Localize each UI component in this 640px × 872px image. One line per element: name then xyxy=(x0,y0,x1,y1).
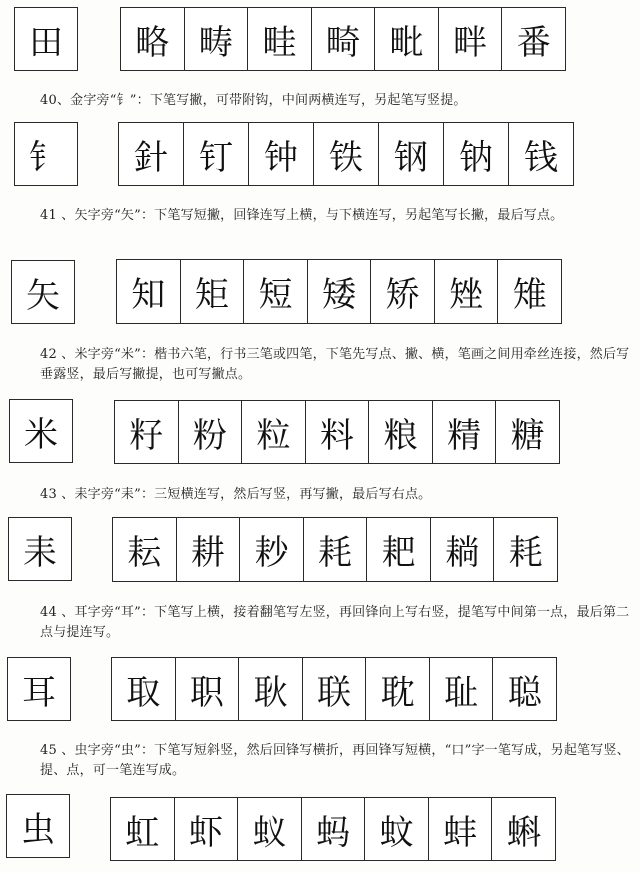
char-cell: 聪 xyxy=(507,672,542,713)
section-41-description xyxy=(6,206,636,226)
char-cell: 钱 xyxy=(524,137,558,178)
char-cell: 耖 xyxy=(240,518,304,581)
description-text: 43 、耒字旁“耒”：三短横连写，然后写竖，再写撇，最后写右点。 xyxy=(40,487,432,502)
char-cell: 略 xyxy=(121,8,185,70)
description-text: 42 、米字旁“米”：楷书六笔，行书三笔或四笔，下笔先写点、撇、横，笔画之间用牵丝连接，然后写垂露竖，最后写撇提，也可写撇点。 xyxy=(40,347,630,382)
char-cell: 耗 xyxy=(508,533,543,573)
char-cell: 毗 xyxy=(375,8,439,70)
radical-box-shi xyxy=(11,260,75,324)
char-cell: 耥 xyxy=(431,518,495,581)
char-cell: 钢 xyxy=(379,123,444,185)
char-cell: 籽 xyxy=(115,401,179,463)
char-cell: 钟 xyxy=(249,123,314,185)
section-42-description xyxy=(6,345,636,385)
char-cell: 矫 xyxy=(371,260,435,323)
radical-box-lei xyxy=(8,517,72,581)
char-cell: 精 xyxy=(433,401,497,463)
char-cell: 联 xyxy=(303,658,367,720)
section-45-description xyxy=(6,741,636,781)
char-cell: 蚊 xyxy=(365,798,429,860)
char-cell: 耕 xyxy=(177,518,241,581)
char-cell: 耗 xyxy=(304,518,368,581)
description-text: 45 、虫字旁“虫”：下笔写短斜竖，然后回锋写横折，再回锋写短横，“口”字一笔写成，另起笔写竖、提、点，可一笔连写成。 xyxy=(40,743,630,778)
character-strip-tian xyxy=(120,7,566,71)
char-cell: 矩 xyxy=(181,260,245,323)
char-cell: 雉 xyxy=(512,275,547,315)
char-cell: 耙 xyxy=(367,518,431,581)
character-strip-lei xyxy=(112,517,558,582)
section-40-description xyxy=(6,91,636,111)
char-cell: 粒 xyxy=(242,401,306,463)
radical-char: 钅 xyxy=(29,137,63,178)
char-cell: 蚌 xyxy=(429,798,493,860)
char-cell: 取 xyxy=(112,658,176,720)
char-cell: 番 xyxy=(516,22,551,63)
radical-box-tian xyxy=(14,7,78,71)
description-text: 41 、矢字旁“矢”：下笔写短撇，回锋连写上横，与下横连写，另起笔写长撇，最后写点。 xyxy=(40,208,564,223)
char-cell: 矮 xyxy=(308,260,372,323)
character-strip-er xyxy=(111,657,557,721)
char-cell: 針 xyxy=(119,123,184,185)
char-cell: 粉 xyxy=(179,401,243,463)
char-cell: 短 xyxy=(244,260,308,323)
char-cell: 蚂 xyxy=(302,798,366,860)
radical-char: 耳 xyxy=(22,672,56,713)
radical-box-er xyxy=(7,657,71,721)
char-cell: 畴 xyxy=(185,8,249,70)
char-cell: 钠 xyxy=(444,123,509,185)
char-cell: 职 xyxy=(176,658,240,720)
char-cell: 蝌 xyxy=(506,812,541,853)
char-cell: 矬 xyxy=(435,260,499,323)
section-44-description xyxy=(6,603,636,643)
char-cell: 虾 xyxy=(175,798,239,860)
radical-char: 田 xyxy=(29,22,63,63)
section-43-description xyxy=(6,485,636,505)
char-cell: 耘 xyxy=(113,518,177,581)
char-cell: 蚁 xyxy=(238,798,302,860)
char-cell: 铁 xyxy=(314,123,379,185)
char-cell: 虹 xyxy=(111,798,175,860)
char-cell: 钉 xyxy=(184,123,249,185)
description-text: 44 、耳字旁“耳”：下笔写上横，接着翻笔写左竖，再回锋向上写右竖，提笔写中间第一点，最后第二点与提连写。 xyxy=(40,605,630,640)
radical-char: 矢 xyxy=(26,275,60,316)
radical-box-chong xyxy=(6,794,70,858)
radical-box-jin xyxy=(14,122,78,186)
char-cell: 粮 xyxy=(369,401,433,463)
char-cell: 料 xyxy=(306,401,370,463)
char-cell: 耿 xyxy=(239,658,303,720)
character-strip-jin xyxy=(118,122,574,186)
char-cell: 耻 xyxy=(430,658,494,720)
radical-char: 耒 xyxy=(23,532,57,573)
character-strip-shi xyxy=(116,259,562,324)
radical-char: 虫 xyxy=(21,809,55,850)
radical-box-mi xyxy=(9,399,73,463)
character-strip-chong xyxy=(110,797,556,861)
char-cell: 畔 xyxy=(439,8,503,70)
radical-char: 米 xyxy=(24,414,58,455)
char-cell: 畦 xyxy=(248,8,312,70)
description-text: 40、金字旁“钅”：下笔写撇，可带附钩，中间两横连写，另起笔写竖提。 xyxy=(40,93,467,108)
char-cell: 知 xyxy=(117,260,181,323)
char-cell: 耽 xyxy=(366,658,430,720)
char-cell: 糖 xyxy=(510,415,545,456)
char-cell: 畸 xyxy=(312,8,376,70)
character-strip-mi xyxy=(114,400,560,464)
